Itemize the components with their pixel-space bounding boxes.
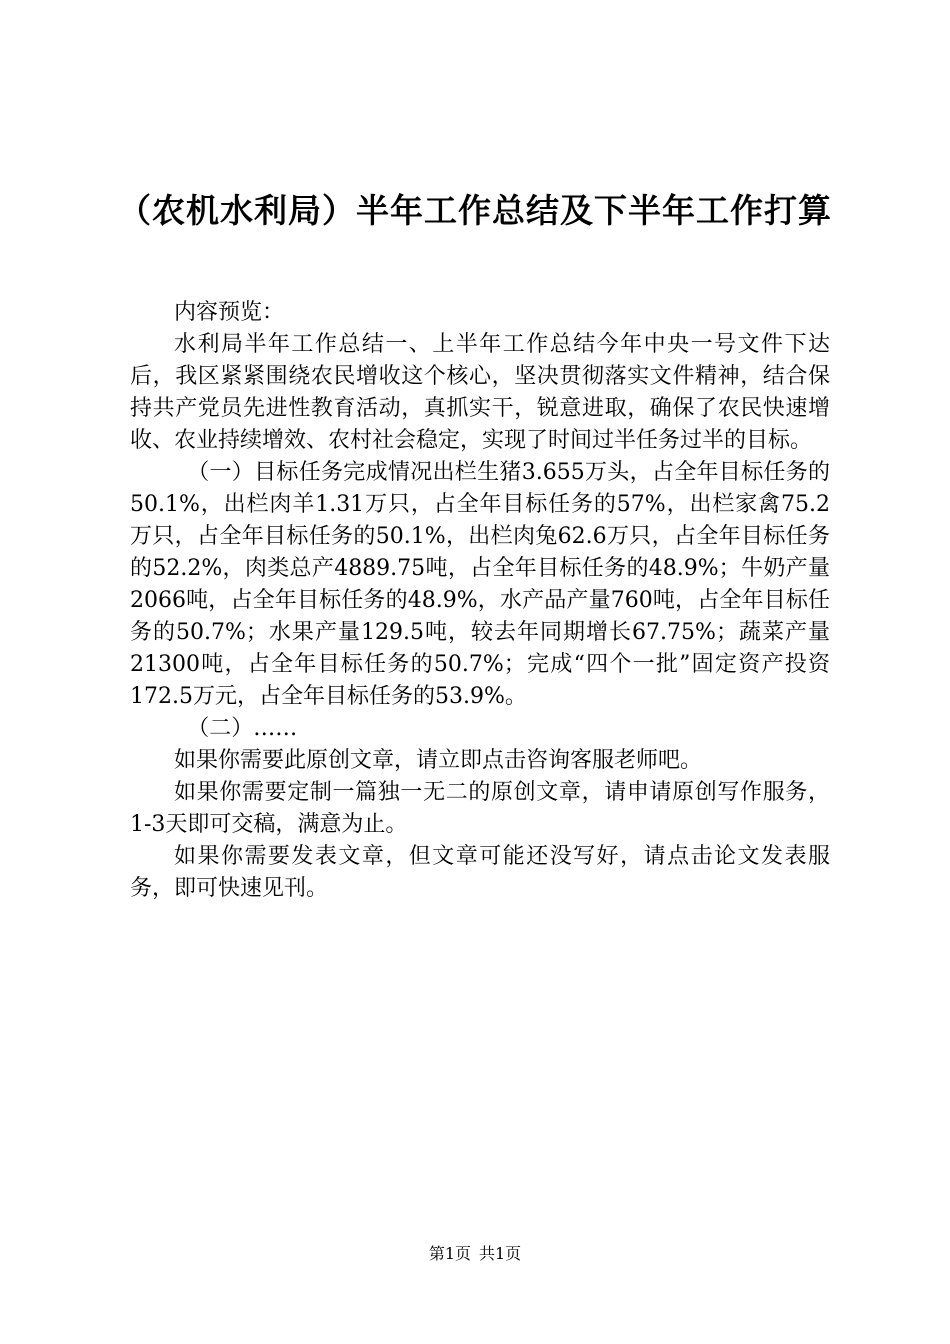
page-footer: [0, 1242, 950, 1266]
document-body: [130, 297, 830, 905]
preview-label: 内容预览：: [174, 300, 285, 325]
publishing-paragraph: 如果你需要发表文章，但文章可能还没写好，请点击论文发表服务，即可快速见刊。: [130, 844, 830, 901]
targets-paragraph: （一）目标任务完成情况出栏生猪3.655万头，占全年目标任务的50.1%，出栏肉羊1.31万只，占全年目标任务的57%，出栏家禽75.2万只，占全年目标任务的50.1%，出栏肉兔62.6万只，占全年目标任务的52.2%，肉类总产4889.75吨，占全年目标任务的48.9%；牛奶产量2066吨，占全年目标任务的48.9%，水产品产量760吨，占全年目标任务的50.7%；水果产量129.5吨，较去年同期增长67.75%；蔬菜产量21300吨，占全年目标任务的50.7%；完成“四个一批”固定资产投资172.5万元，占全年目标任务的53.9%。: [130, 460, 830, 709]
custom-writing-paragraph: 如果你需要定制一篇独一无二的原创文章，请申请原创写作服务，1-3天即可交稿，满意为止。: [130, 780, 830, 837]
page-number: 第1页: [428, 1244, 471, 1263]
document-title: （农机水利局）半年工作总结及下半年工作打算: [118, 191, 832, 230]
consult-paragraph: 如果你需要此原创文章，请立即点击咨询客服老师吧。: [174, 748, 703, 773]
page-total: 共1页: [479, 1244, 522, 1263]
summary-paragraph: 水利局半年工作总结一、上半年工作总结今年中央一号文件下达后，我区紧紧围绕农民增收这个核心，坚决贯彻落实文件精神，结合保持共产党员先进性教育活动，真抓实干，锐意进取，确保了农民快速增收、农业持续增效、农村社会稳定，实现了时间过半任务过半的目标。: [130, 332, 830, 453]
section-two-heading: （二）……: [187, 716, 298, 741]
